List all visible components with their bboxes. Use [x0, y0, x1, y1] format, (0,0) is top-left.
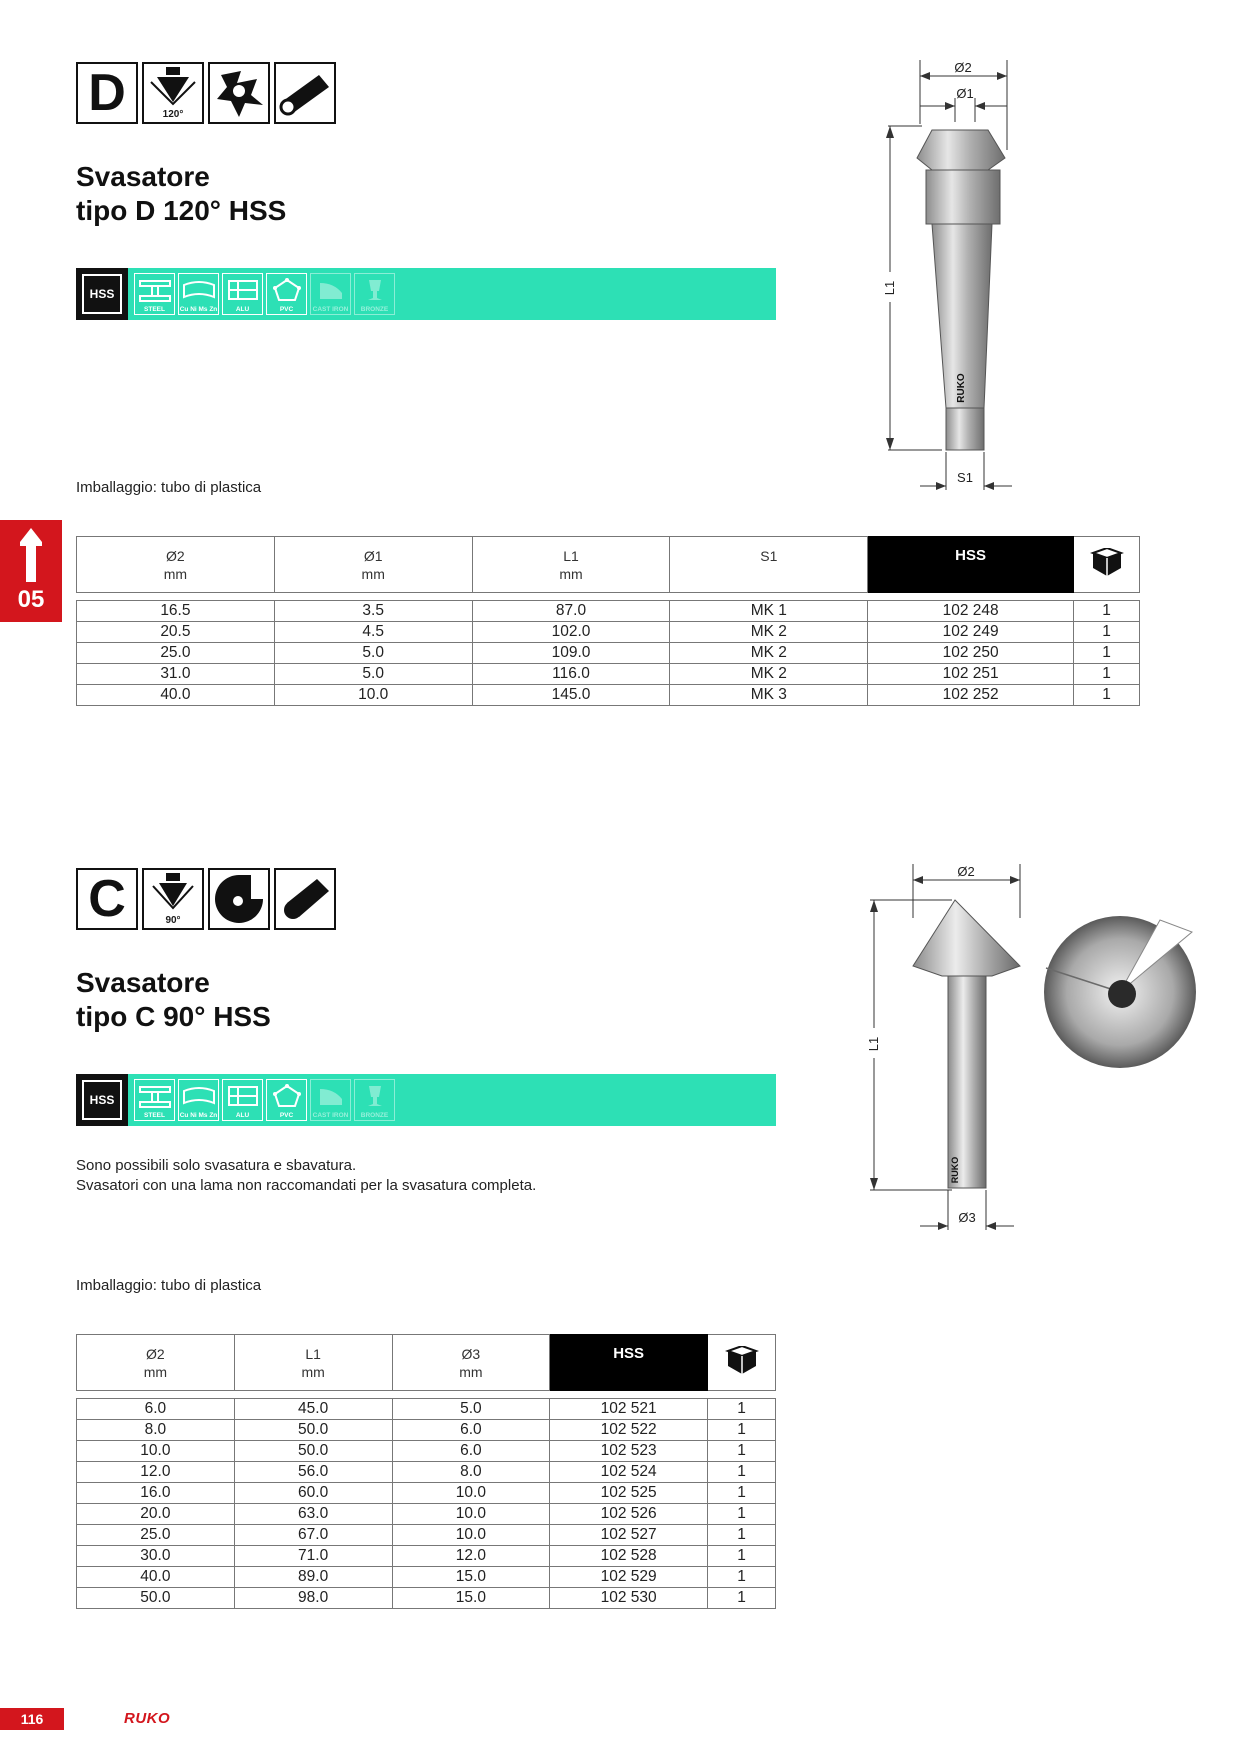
table-cell: 67.0 — [234, 1525, 392, 1546]
table-row — [77, 1441, 776, 1462]
box-icon — [725, 1346, 759, 1376]
dimension-s1-label: S1 — [957, 470, 973, 485]
table-cell: 20.5 — [77, 622, 275, 643]
table-row — [77, 643, 1140, 664]
table-cell: MK 2 — [670, 622, 868, 643]
hss-badge — [76, 1074, 128, 1126]
table-cell: 63.0 — [234, 1504, 392, 1525]
hss-badge-label: HSS — [82, 274, 122, 314]
material-label: CAST IRON — [312, 1112, 349, 1119]
chapter-tab — [0, 520, 62, 622]
table-cell: 102 251 — [868, 664, 1074, 685]
table-cell: 1 — [708, 1420, 776, 1441]
table-cell: 102 522 — [550, 1420, 708, 1441]
table-row — [77, 1462, 776, 1483]
material-label: PVC — [279, 1112, 294, 1119]
material-label: ALU — [235, 306, 250, 313]
table-cell: 102 523 — [550, 1441, 708, 1462]
tool-brand-mark: RUKO — [956, 373, 967, 403]
dimension-l1-label: L1 — [866, 1036, 881, 1052]
table-cell: MK 3 — [670, 685, 868, 706]
table-cell: 1 — [708, 1483, 776, 1504]
table-cell: 89.0 — [234, 1567, 392, 1588]
table-cell: 1 — [708, 1546, 776, 1567]
table-cell: 71.0 — [234, 1546, 392, 1567]
title-line-2: tipo D 120° HSS — [76, 195, 287, 226]
title-line-1: Svasatore — [76, 161, 210, 192]
table-row — [77, 685, 1140, 706]
pvc-icon — [266, 273, 307, 315]
product-title-c — [76, 966, 271, 1034]
material-band-d — [76, 268, 776, 320]
table-cell: 56.0 — [234, 1462, 392, 1483]
material-label: Cu Ni Ms Zn — [179, 306, 218, 313]
table-cell: 5.0 — [274, 664, 472, 685]
table-cell: 102 250 — [868, 643, 1074, 664]
steel-icon — [134, 1079, 175, 1121]
material-label: STEEL — [144, 1112, 165, 1119]
bronze-icon — [354, 273, 395, 315]
material-label: ALU — [235, 1112, 250, 1119]
table-cell: 1 — [1074, 643, 1140, 664]
steel-icon — [134, 273, 175, 315]
angle-label: 120° — [162, 109, 184, 120]
table-header-row — [77, 1335, 776, 1391]
table-cell: 1 — [1074, 601, 1140, 622]
table-row — [77, 1588, 776, 1609]
table-cell: 20.0 — [77, 1504, 235, 1525]
table-cell: 10.0 — [274, 685, 472, 706]
table-cell: 30.0 — [77, 1546, 235, 1567]
table-cell: 102 526 — [550, 1504, 708, 1525]
table-row — [77, 1399, 776, 1420]
cast-iron-icon — [310, 273, 351, 315]
table-row — [77, 1546, 776, 1567]
table-row — [77, 601, 1140, 622]
dimension-d2-label: Ø2 — [957, 864, 975, 879]
three-flute-icon — [208, 62, 270, 124]
table-cell: 5.0 — [392, 1399, 550, 1420]
table-cell: 25.0 — [77, 1525, 235, 1546]
col-header-packaging — [708, 1335, 776, 1391]
table-cell: 1 — [1074, 622, 1140, 643]
table-row — [77, 1420, 776, 1441]
table-header-row — [77, 537, 1140, 593]
table-cell: 4.5 — [274, 622, 472, 643]
table-cell: 40.0 — [77, 685, 275, 706]
cylindrical-shank-icon — [274, 868, 336, 930]
product-title-d — [76, 160, 286, 228]
table-row — [77, 1504, 776, 1525]
col-header: Ø2 mm — [77, 537, 275, 593]
table-cell: 1 — [708, 1441, 776, 1462]
table-row — [77, 1525, 776, 1546]
dimension-d3-label: Ø3 — [958, 1210, 976, 1225]
usage-note-c — [76, 1156, 536, 1196]
aluminium-icon — [222, 1079, 263, 1121]
table-cell: 12.0 — [392, 1546, 550, 1567]
table-cell: 98.0 — [234, 1588, 392, 1609]
table-cell: 1 — [1074, 685, 1140, 706]
page-number: 116 — [0, 1708, 64, 1730]
type-c-icons — [76, 868, 336, 930]
dimension-l1-label: L1 — [882, 280, 897, 296]
table-cell: 8.0 — [77, 1420, 235, 1441]
table-cell: 1 — [708, 1567, 776, 1588]
material-icons — [134, 273, 395, 315]
table-cell: MK 2 — [670, 664, 868, 685]
aluminium-icon — [222, 273, 263, 315]
table-cell: MK 2 — [670, 643, 868, 664]
type-d-icons — [76, 62, 336, 124]
table-cell: 116.0 — [472, 664, 670, 685]
table-cell: 50.0 — [77, 1588, 235, 1609]
morse-taper-shank-icon — [274, 62, 336, 124]
col-header: Ø2 mm — [77, 1335, 235, 1391]
table-cell: 1 — [1074, 664, 1140, 685]
table-cell: 50.0 — [234, 1420, 392, 1441]
hss-badge-label: HSS — [82, 1080, 122, 1120]
angle-90-icon — [142, 868, 204, 930]
title-line-2: tipo C 90° HSS — [76, 1001, 271, 1032]
material-icons — [134, 1079, 395, 1121]
copper-nickel-icon — [178, 1079, 219, 1121]
table-cell: 102 525 — [550, 1483, 708, 1504]
table-cell: 60.0 — [234, 1483, 392, 1504]
table-cell: 102 521 — [550, 1399, 708, 1420]
dimension-d1-label: Ø1 — [956, 86, 974, 101]
col-header-packaging — [1074, 537, 1140, 593]
type-letter: C — [88, 870, 126, 928]
material-label: Cu Ni Ms Zn — [179, 1112, 218, 1119]
pvc-icon — [266, 1079, 307, 1121]
table-cell: 102 524 — [550, 1462, 708, 1483]
type-letter-box — [76, 62, 138, 124]
brand-logo: RUKO — [124, 1710, 171, 1727]
table-cell: 145.0 — [472, 685, 670, 706]
table-cell: 1 — [708, 1462, 776, 1483]
table-row — [77, 1483, 776, 1504]
bronze-icon — [354, 1079, 395, 1121]
material-label: BRONZE — [360, 306, 389, 313]
col-header: L1 mm — [234, 1335, 392, 1391]
table-cell: 102 528 — [550, 1546, 708, 1567]
table-cell: 15.0 — [392, 1567, 550, 1588]
box-icon — [1090, 548, 1124, 578]
title-line-1: Svasatore — [76, 967, 210, 998]
table-cell: 50.0 — [234, 1441, 392, 1462]
packaging-note-c: Imballaggio: tubo di plastica — [76, 1277, 262, 1294]
dimension-d2-label: Ø2 — [954, 60, 972, 75]
angle-label: 90° — [165, 915, 181, 926]
table-cell: 6.0 — [392, 1420, 550, 1441]
material-label: BRONZE — [360, 1112, 389, 1119]
spec-table-d — [76, 536, 1140, 706]
col-header: L1 mm — [472, 537, 670, 593]
table-cell: 109.0 — [472, 643, 670, 664]
table-cell: 102 527 — [550, 1525, 708, 1546]
table-cell: 5.0 — [274, 643, 472, 664]
countersink-chapter-icon — [0, 522, 62, 592]
cast-iron-icon — [310, 1079, 351, 1121]
table-cell: 40.0 — [77, 1567, 235, 1588]
note-line-1: Sono possibili solo svasatura e sbavatura. — [76, 1157, 357, 1174]
note-line-2: Svasatori con una lama non raccomandati per la svasatura completa. — [76, 1177, 537, 1194]
table-row — [77, 1567, 776, 1588]
table-cell: 31.0 — [77, 664, 275, 685]
material-label: CAST IRON — [312, 306, 349, 313]
table-cell: 102 529 — [550, 1567, 708, 1588]
col-header: Ø3 mm — [392, 1335, 550, 1391]
col-header-hss: HSS — [868, 537, 1074, 593]
table-cell: 12.0 — [77, 1462, 235, 1483]
table-cell: 45.0 — [234, 1399, 392, 1420]
chapter-number: 05 — [17, 586, 45, 613]
table-cell: 16.0 — [77, 1483, 235, 1504]
table-cell: 102 248 — [868, 601, 1074, 622]
packaging-note-d: Imballaggio: tubo di plastica — [76, 479, 262, 496]
single-flute-icon — [208, 868, 270, 930]
col-header: S1 — [670, 537, 868, 593]
copper-nickel-icon — [178, 273, 219, 315]
col-header: Ø1 mm — [274, 537, 472, 593]
type-letter: D — [88, 64, 126, 122]
table-cell: 15.0 — [392, 1588, 550, 1609]
table-cell: 102 249 — [868, 622, 1074, 643]
angle-120-icon — [142, 62, 204, 124]
material-label: STEEL — [144, 306, 165, 313]
table-cell: 10.0 — [392, 1504, 550, 1525]
table-cell: 25.0 — [77, 643, 275, 664]
table-cell: 102.0 — [472, 622, 670, 643]
table-cell: 10.0 — [392, 1525, 550, 1546]
tool-brand-mark: RUKO — [950, 1156, 960, 1184]
table-row — [77, 664, 1140, 685]
material-label: PVC — [279, 306, 294, 313]
table-cell: MK 1 — [670, 601, 868, 622]
table-cell: 1 — [708, 1399, 776, 1420]
table-cell: 16.5 — [77, 601, 275, 622]
type-letter-box — [76, 868, 138, 930]
material-band-c — [76, 1074, 776, 1126]
hss-badge — [76, 268, 128, 320]
table-cell: 6.0 — [392, 1441, 550, 1462]
table-cell: 87.0 — [472, 601, 670, 622]
table-cell: 10.0 — [392, 1483, 550, 1504]
table-cell: 3.5 — [274, 601, 472, 622]
table-cell: 102 252 — [868, 685, 1074, 706]
table-cell: 6.0 — [77, 1399, 235, 1420]
table-cell: 1 — [708, 1525, 776, 1546]
spec-table-c — [76, 1334, 776, 1609]
technical-drawing-c — [860, 858, 1220, 1238]
col-header-hss: HSS — [550, 1335, 708, 1391]
technical-drawing-d — [870, 52, 1030, 502]
table-row — [77, 622, 1140, 643]
table-cell: 10.0 — [77, 1441, 235, 1462]
table-cell: 102 530 — [550, 1588, 708, 1609]
table-cell: 1 — [708, 1504, 776, 1525]
table-cell: 1 — [708, 1588, 776, 1609]
table-cell: 8.0 — [392, 1462, 550, 1483]
